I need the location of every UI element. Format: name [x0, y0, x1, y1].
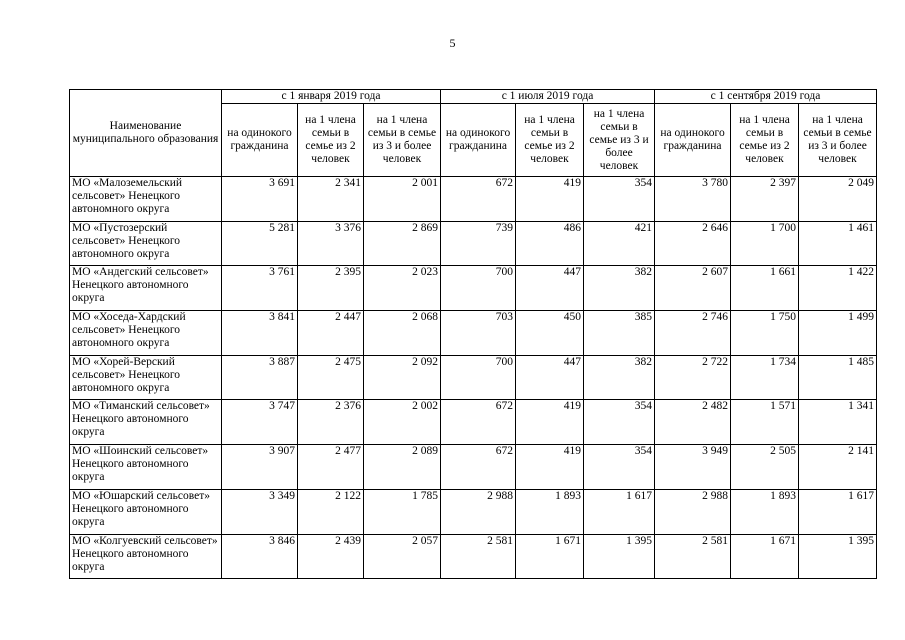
value-cell: 2 988 [655, 489, 731, 534]
value-cell: 2 475 [298, 355, 364, 400]
value-cell: 354 [584, 400, 655, 445]
header-period-jan: с 1 января 2019 года [222, 90, 441, 104]
value-cell: 2 439 [298, 534, 364, 579]
municipality-name: МО «Хоседа-Хардский сельсовет» Ненецкого автономного округа [70, 311, 222, 356]
value-cell: 2 447 [298, 311, 364, 356]
value-cell: 2 068 [364, 311, 441, 356]
value-cell: 1 893 [516, 489, 584, 534]
table-row [70, 311, 877, 356]
value-cell: 1 785 [364, 489, 441, 534]
value-cell: 486 [516, 221, 584, 266]
value-cell: 2 057 [364, 534, 441, 579]
table-row [70, 355, 877, 400]
value-cell: 421 [584, 221, 655, 266]
value-cell: 703 [441, 311, 516, 356]
value-cell: 1 395 [799, 534, 877, 579]
value-cell: 419 [516, 445, 584, 490]
value-cell: 1 499 [799, 311, 877, 356]
value-cell: 419 [516, 177, 584, 222]
header-period-jul: с 1 июля 2019 года [441, 90, 655, 104]
municipality-name: МО «Юшарский сельсовет» Ненецкого автономного округа [70, 489, 222, 534]
value-cell: 5 281 [222, 221, 298, 266]
table-row [70, 400, 877, 445]
value-cell: 447 [516, 266, 584, 311]
value-cell: 2 397 [731, 177, 799, 222]
value-cell: 2 477 [298, 445, 364, 490]
subheader-single: на одинокого гражданина [222, 104, 298, 177]
value-cell: 1 734 [731, 355, 799, 400]
value-cell: 1 341 [799, 400, 877, 445]
value-cell: 3 949 [655, 445, 731, 490]
value-cell: 2 869 [364, 221, 441, 266]
value-cell: 1 617 [584, 489, 655, 534]
value-cell: 2 089 [364, 445, 441, 490]
municipality-name: МО «Андегский сельсовет» Ненецкого автономного округа [70, 266, 222, 311]
subheader-family-2: на 1 члена семьи в семье из 2 человек [298, 104, 364, 177]
subsistence-table [69, 89, 877, 579]
municipality-name: МО «Пустозерский сельсовет» Ненецкого автономного округа [70, 221, 222, 266]
value-cell: 2 376 [298, 400, 364, 445]
value-cell: 2 722 [655, 355, 731, 400]
table-row [70, 221, 877, 266]
header-municipality: Наименование муниципального образования [70, 90, 222, 177]
value-cell: 700 [441, 266, 516, 311]
table-row [70, 489, 877, 534]
table-row [70, 534, 877, 579]
value-cell: 2 141 [799, 445, 877, 490]
table-row [70, 266, 877, 311]
value-cell: 672 [441, 400, 516, 445]
value-cell: 354 [584, 177, 655, 222]
subheader-family-2: на 1 члена семьи в семье из 2 человек [516, 104, 584, 177]
value-cell: 2 746 [655, 311, 731, 356]
table-row [70, 177, 877, 222]
value-cell: 1 700 [731, 221, 799, 266]
municipality-name: МО «Колгуевский сельсовет» Ненецкого автономного округа [70, 534, 222, 579]
value-cell: 3 691 [222, 177, 298, 222]
value-cell: 2 482 [655, 400, 731, 445]
value-cell: 2 607 [655, 266, 731, 311]
subheader-family-2: на 1 члена семьи в семье из 2 человек [731, 104, 799, 177]
value-cell: 1 422 [799, 266, 877, 311]
value-cell: 1 750 [731, 311, 799, 356]
value-cell: 450 [516, 311, 584, 356]
value-cell: 672 [441, 445, 516, 490]
value-cell: 382 [584, 266, 655, 311]
value-cell: 3 349 [222, 489, 298, 534]
subheader-family-3: на 1 члена семьи в семье из 3 и более человек [799, 104, 877, 177]
value-cell: 3 780 [655, 177, 731, 222]
municipality-name: МО «Тиманский сельсовет» Ненецкого автономного округа [70, 400, 222, 445]
subheader-family-3: на 1 члена семьи в семье из 3 и более человек [584, 104, 655, 177]
value-cell: 1 671 [516, 534, 584, 579]
value-cell: 1 661 [731, 266, 799, 311]
value-cell: 700 [441, 355, 516, 400]
value-cell: 2 092 [364, 355, 441, 400]
value-cell: 672 [441, 177, 516, 222]
value-cell: 2 581 [441, 534, 516, 579]
value-cell: 3 907 [222, 445, 298, 490]
value-cell: 385 [584, 311, 655, 356]
value-cell: 1 893 [731, 489, 799, 534]
value-cell: 1 617 [799, 489, 877, 534]
municipality-name: МО «Хорей-Верский сельсовет» Ненецкого автономного округа [70, 355, 222, 400]
value-cell: 1 395 [584, 534, 655, 579]
value-cell: 2 395 [298, 266, 364, 311]
value-cell: 3 887 [222, 355, 298, 400]
value-cell: 739 [441, 221, 516, 266]
value-cell: 2 581 [655, 534, 731, 579]
value-cell: 3 747 [222, 400, 298, 445]
value-cell: 2 122 [298, 489, 364, 534]
value-cell: 2 049 [799, 177, 877, 222]
value-cell: 1 461 [799, 221, 877, 266]
value-cell: 2 988 [441, 489, 516, 534]
value-cell: 2 505 [731, 445, 799, 490]
value-cell: 3 376 [298, 221, 364, 266]
value-cell: 382 [584, 355, 655, 400]
value-cell: 3 846 [222, 534, 298, 579]
value-cell: 2 341 [298, 177, 364, 222]
value-cell: 1 485 [799, 355, 877, 400]
table-row [70, 445, 877, 490]
value-cell: 2 001 [364, 177, 441, 222]
value-cell: 354 [584, 445, 655, 490]
subheader-single: на одинокого гражданина [441, 104, 516, 177]
value-cell: 3 841 [222, 311, 298, 356]
value-cell: 3 761 [222, 266, 298, 311]
municipality-name: МО «Шоинский сельсовет» Ненецкого автономного округа [70, 445, 222, 490]
municipality-name: МО «Малоземельский сельсовет» Ненецкого автономного округа [70, 177, 222, 222]
value-cell: 419 [516, 400, 584, 445]
subheader-single: на одинокого гражданина [655, 104, 731, 177]
value-cell: 1 571 [731, 400, 799, 445]
value-cell: 1 671 [731, 534, 799, 579]
header-period-sep: с 1 сентября 2019 года [655, 90, 877, 104]
subheader-family-3: на 1 члена семьи в семье из 3 и более человек [364, 104, 441, 177]
page-number: 5 [449, 36, 456, 50]
value-cell: 2 002 [364, 400, 441, 445]
value-cell: 2 023 [364, 266, 441, 311]
value-cell: 2 646 [655, 221, 731, 266]
value-cell: 447 [516, 355, 584, 400]
